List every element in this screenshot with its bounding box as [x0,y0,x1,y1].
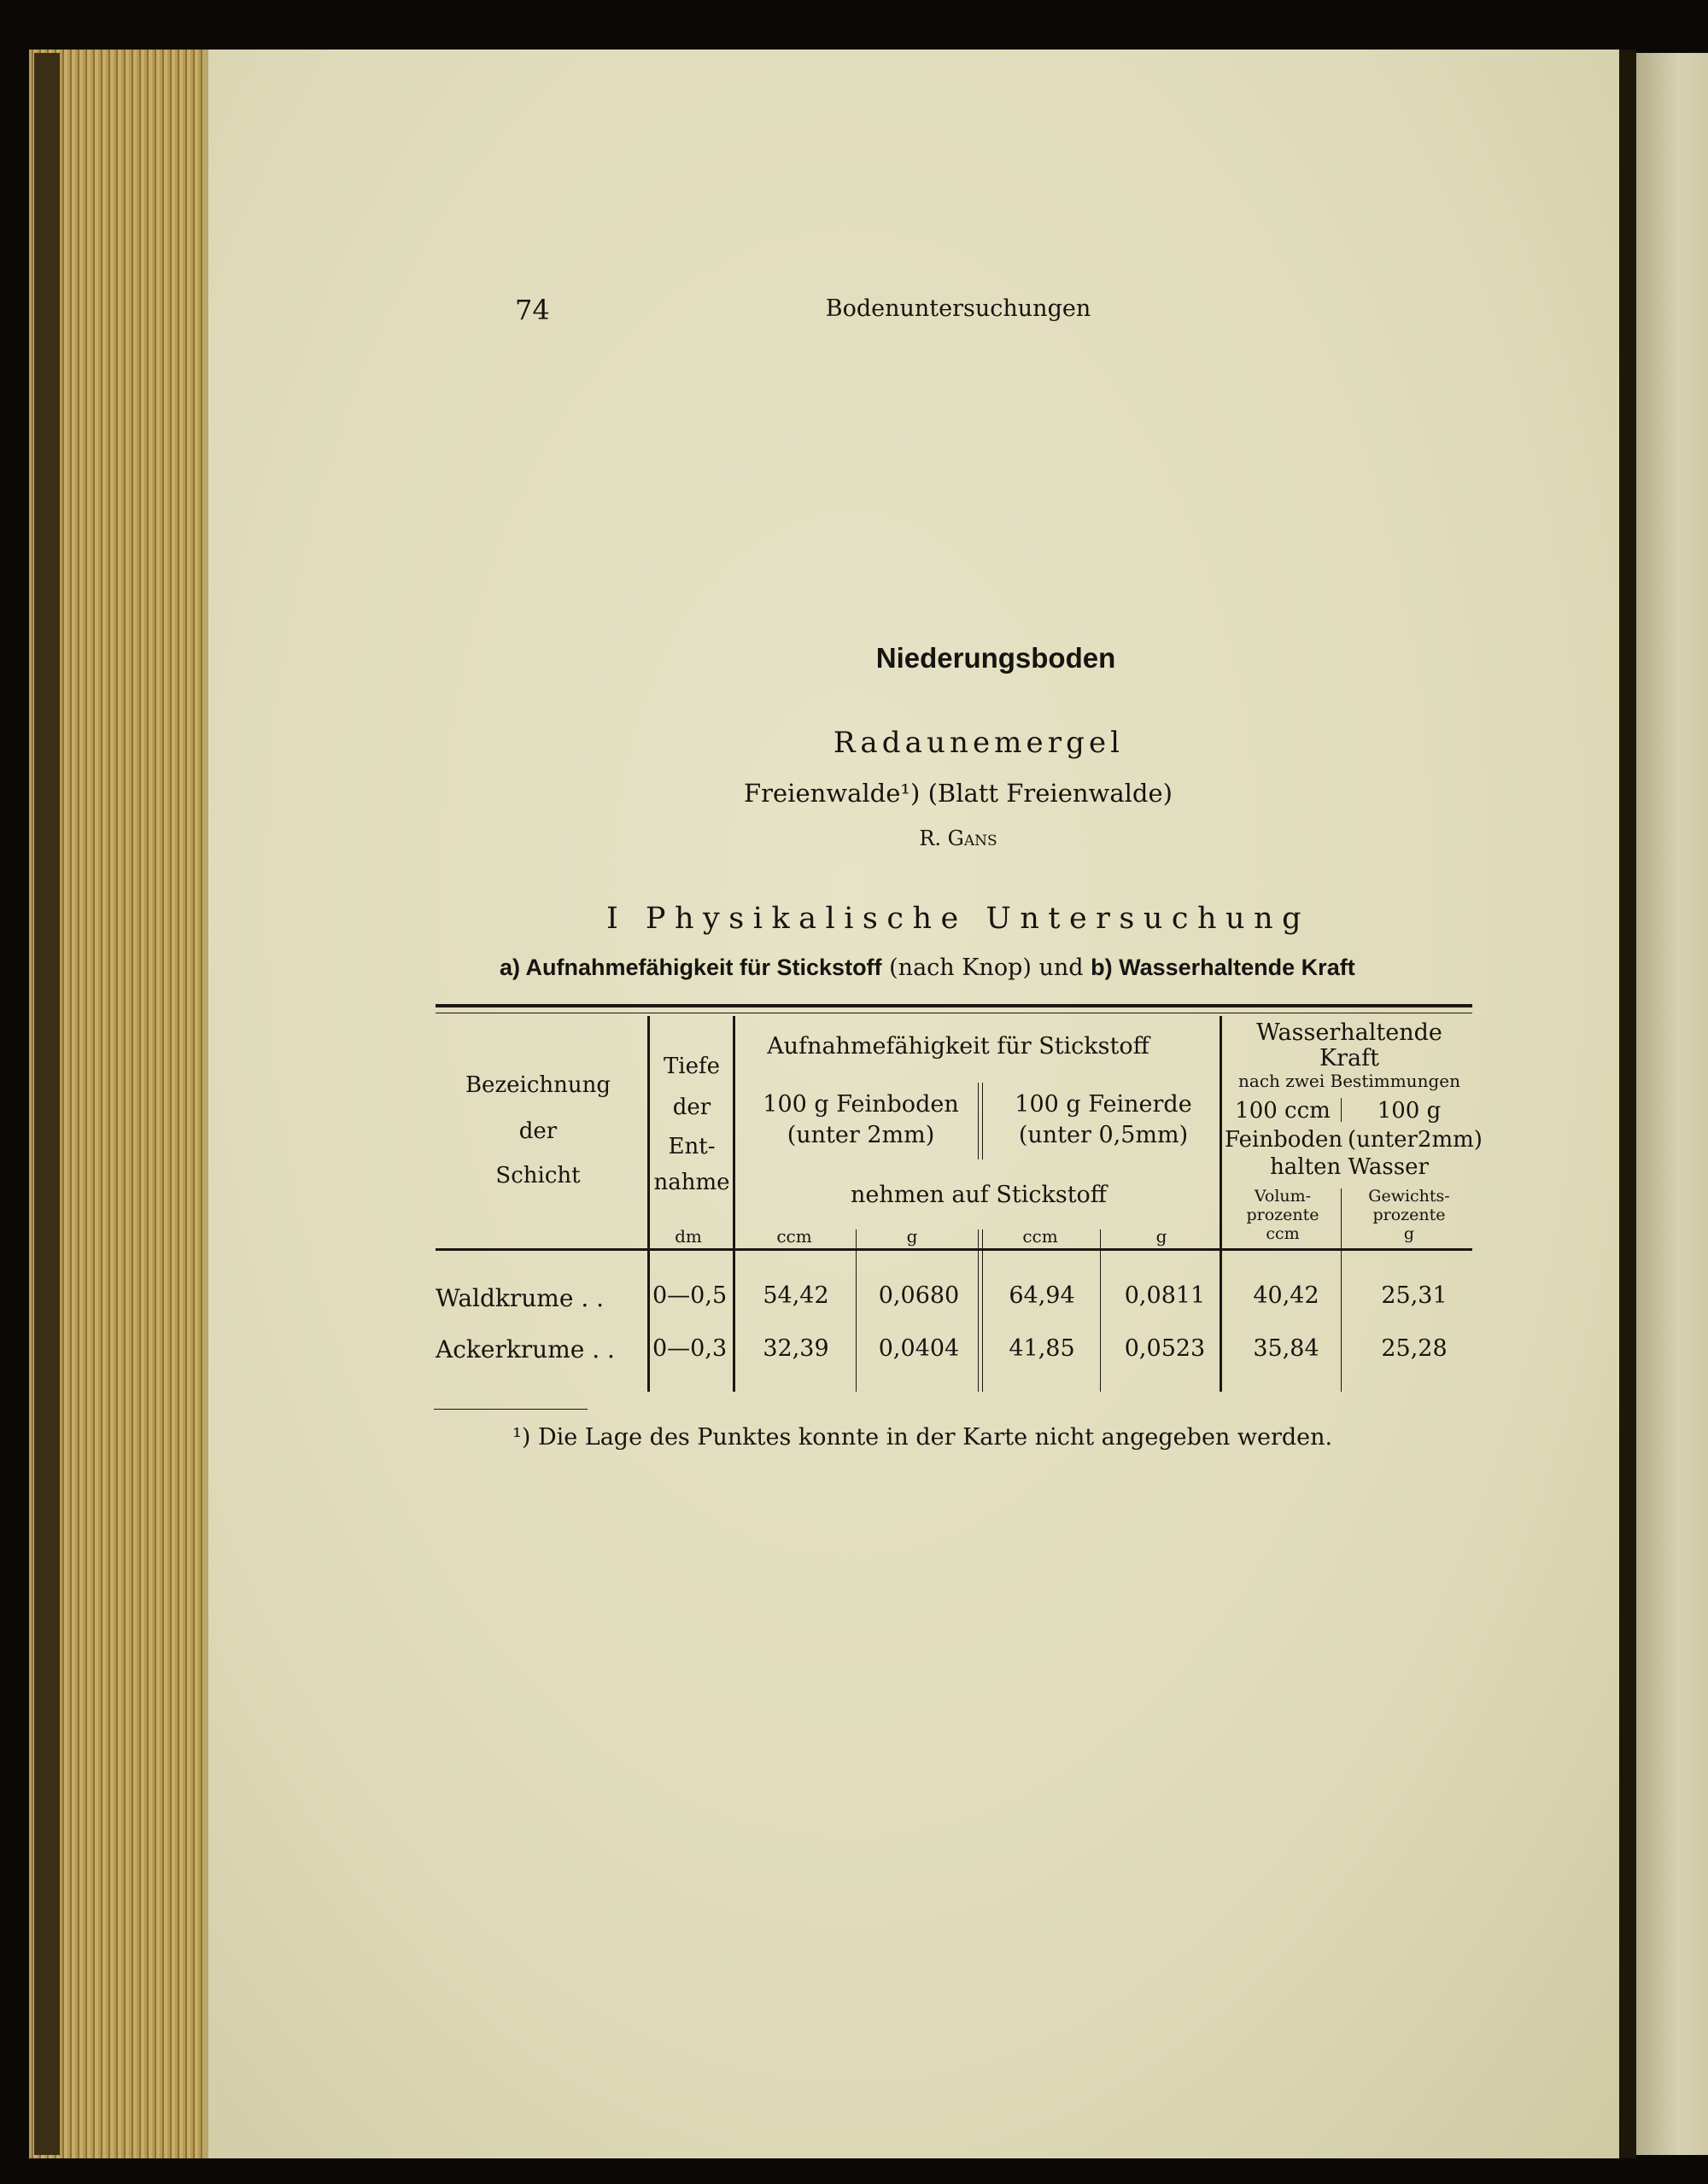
table-top-rule [436,1004,1472,1007]
header-nehmen: nehmen auf Stickstoff [851,1182,1107,1208]
section-title: Niederungsboden [875,642,1116,674]
running-head: Bodenuntersuchungen [825,295,1091,322]
row-ackerkrume-v1: 32,39 [763,1335,829,1362]
unit-c1: ccm [776,1226,812,1247]
row-ackerkrume-v5: 35,84 [1253,1335,1319,1362]
unit-c4: g [1155,1226,1167,1247]
header-feinerde-1: 100 g Feinerde [1015,1091,1192,1118]
table-vrule [647,1016,650,1392]
header-wasser-feinboden: Feinboden [1225,1127,1343,1153]
analysis-subtitle [500,955,1355,981]
row-ackerkrume-v4: 0,0523 [1124,1335,1206,1362]
unit-c2: g [906,1226,918,1247]
header-wasser-3: nach zwei Bestimmungen [1238,1071,1460,1091]
page-number: 74 [515,294,550,326]
header-wasser-sub1: 100 ccm [1235,1098,1331,1124]
row-waldkrume-v3: 64,94 [1009,1282,1075,1309]
table-header-rule [436,1248,1472,1251]
header-bezeichnung-2: der [518,1118,558,1144]
header-volum-3: ccm [1266,1224,1300,1243]
analysis-title: I Physikalische Untersuchung [605,902,1311,936]
row-waldkrume-v5: 40,42 [1253,1282,1319,1309]
row-waldkrume-name: Waldkrume . . [436,1284,605,1312]
footnote-rule [434,1409,588,1410]
row-ackerkrume-v6: 25,28 [1381,1335,1448,1362]
soil-name: Radaunemergel [833,726,1125,760]
header-tiefe-2: der [672,1095,711,1120]
table-vrule-single [1341,1188,1342,1392]
subtitle-middle: (nach Knop) und [889,955,1084,981]
book-binding-shadow [34,53,60,2155]
row-ackerkrume-tiefe: 0—0,3 [652,1335,728,1362]
table-vrule-single [856,1229,857,1392]
row-waldkrume-v4: 0,0811 [1124,1282,1206,1309]
subtitle-a: a) Aufnahmefähigkeit für Stickstoff [500,955,882,980]
subtitle-b: b) Wasserhaltende Kraft [1091,955,1355,980]
header-wasser-unter: (unter2mm) [1348,1127,1483,1153]
header-wasser-2: Kraft [1319,1045,1380,1072]
header-tiefe-4: nahme [653,1170,730,1195]
header-wasser-1: Wasserhaltende [1256,1019,1442,1046]
table-vrule-double [982,1083,983,1159]
row-ackerkrume-v3: 41,85 [1009,1335,1075,1362]
table-vrule [733,1016,735,1392]
table-vrule-single [1341,1098,1342,1122]
header-gewichts-1: Gewichts- [1368,1187,1450,1206]
table-vrule-single [1100,1229,1101,1392]
header-feinerde-2: (unter 0,5mm) [1018,1122,1189,1148]
header-wasser-halten: halten Wasser [1270,1154,1429,1180]
table-vrule-double [978,1229,979,1392]
table-vrule-double [978,1083,979,1159]
facing-page-edge [1636,53,1708,2155]
header-aufnahme-group: Aufnahmefähigkeit für Stickstoff [767,1033,1149,1060]
table-vrule [1220,1016,1222,1392]
header-tiefe-3: Ent- [668,1134,716,1159]
header-feinboden-1: 100 g Feinboden [763,1091,959,1118]
row-waldkrume-tiefe: 0—0,5 [652,1282,728,1309]
unit-c3: ccm [1022,1226,1058,1247]
header-bezeichnung-1: Bezeichnung [465,1072,611,1098]
book-gutter [1619,50,1636,2158]
row-waldkrume-v6: 25,31 [1381,1282,1448,1309]
header-gewichts-3: g [1403,1224,1415,1243]
author: R. Gans [919,826,997,850]
header-bezeichnung-3: Schicht [495,1163,581,1188]
header-gewichts-2: prozente [1372,1206,1446,1224]
location-line: Freienwalde¹) (Blatt Freienwalde) [744,779,1173,808]
header-tiefe-1: Tiefe [663,1054,721,1079]
row-ackerkrume-v2: 0,0404 [878,1335,960,1362]
footnote: ¹) Die Lage des Punktes konnte in der Karte nicht angegeben werden. [512,1424,1333,1451]
row-waldkrume-v1: 54,42 [763,1282,829,1309]
header-feinboden-2: (unter 2mm) [787,1122,935,1148]
header-volum-1: Volum- [1254,1187,1312,1206]
header-volum-2: prozente [1246,1206,1319,1224]
unit-tiefe: dm [675,1226,702,1247]
header-wasser-sub2: 100 g [1377,1098,1442,1124]
table-vrule-double [982,1229,983,1392]
row-waldkrume-v2: 0,0680 [878,1282,960,1309]
row-ackerkrume-name: Ackerkrume . . [436,1335,615,1364]
